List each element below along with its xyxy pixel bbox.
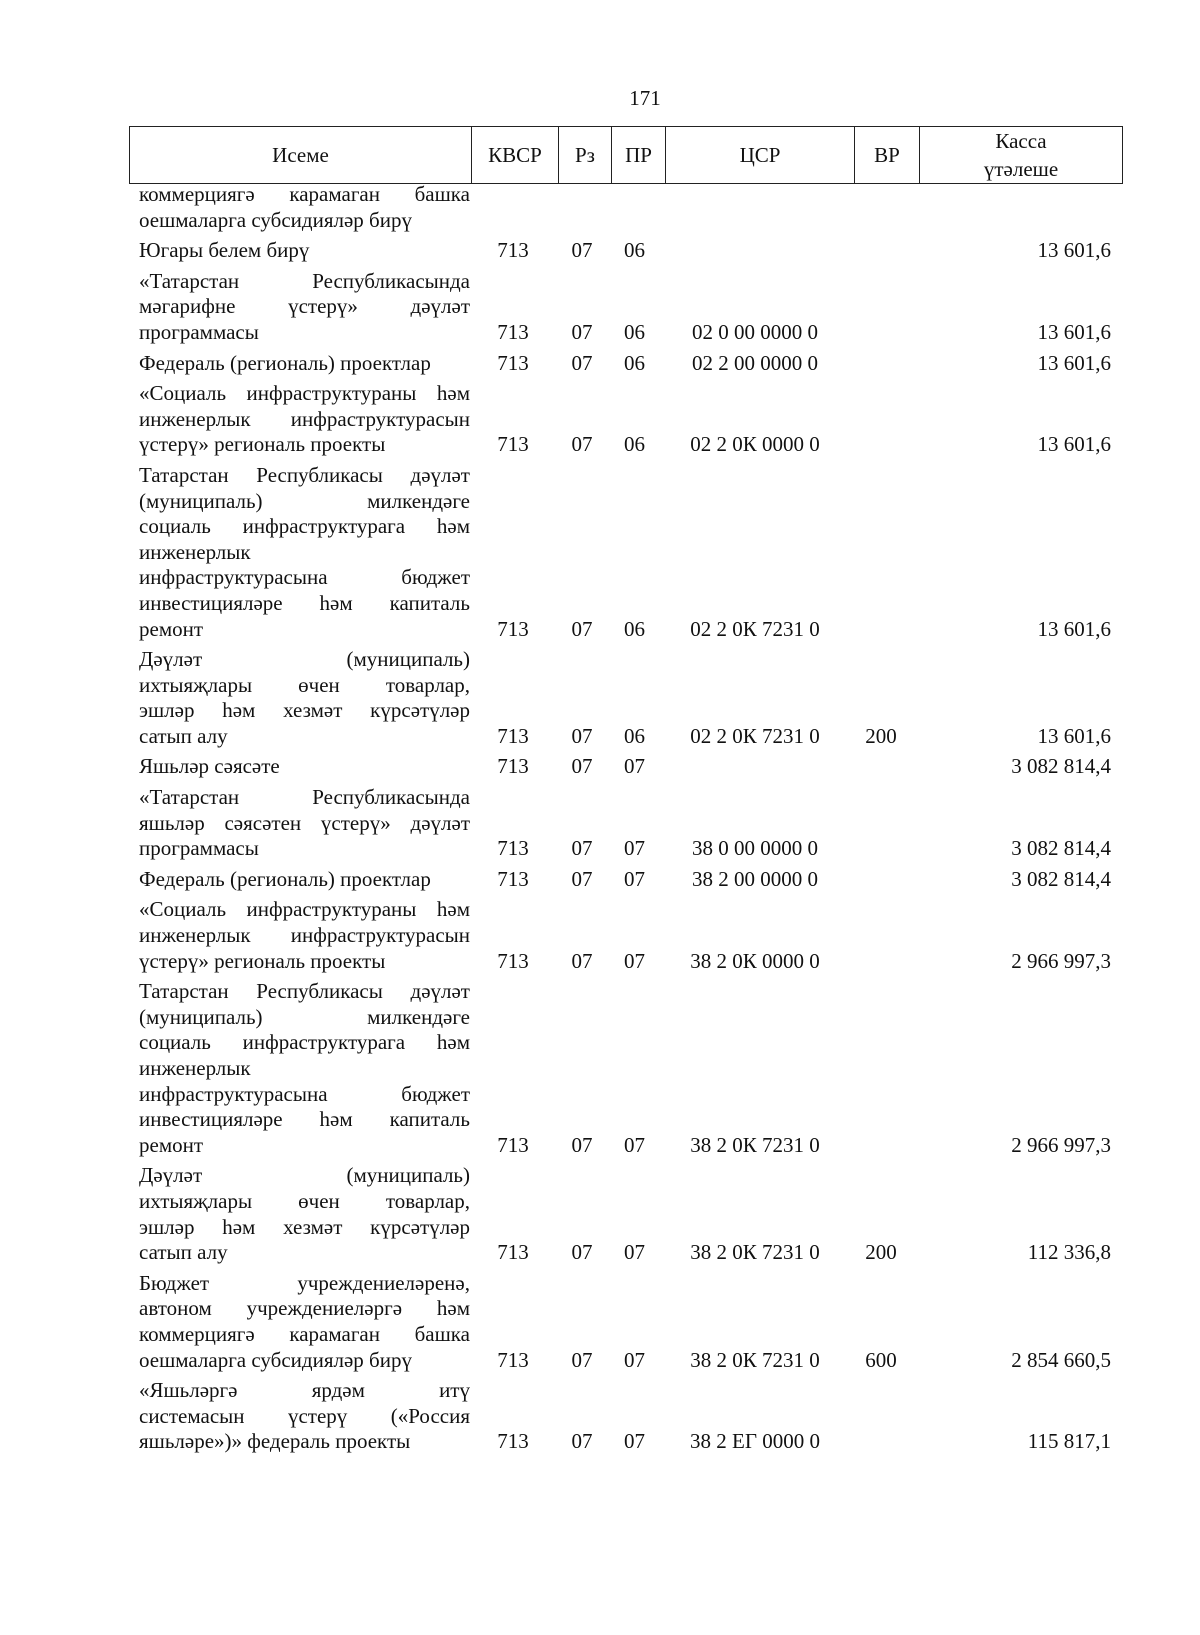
table-row (129, 238, 1123, 264)
row-name (129, 754, 470, 780)
row-pr: 06 (624, 238, 645, 263)
row-name-line: Татарстан Республикасы дәүләт (139, 462, 470, 487)
row-name-line: «Социаль инфраструктураны һәм (139, 381, 470, 406)
table-row (129, 182, 1123, 233)
row-name (129, 897, 470, 974)
row-name-line: «Яшьләргә ярдәм итү (139, 1378, 470, 1403)
header-sum-line2: үтәлеше (983, 157, 1059, 181)
row-vr: 600 (865, 1347, 897, 1372)
row-name-line: инженерлык инфраструктурасын (139, 406, 470, 431)
row-rz: 07 (571, 319, 593, 344)
row-name (129, 785, 470, 862)
table-header (129, 126, 1123, 184)
row-name-line: Яшьләр сәясәте (139, 754, 280, 779)
row-name (129, 381, 470, 458)
row-pr: 07 (624, 1347, 645, 1372)
row-name (129, 1378, 470, 1455)
table-row (129, 269, 1123, 346)
row-kvsr: 713 (497, 1240, 529, 1265)
row-csr: 38 2 0К 7231 0 (690, 1132, 820, 1157)
row-sum: 115 817,1 (1027, 1429, 1111, 1454)
row-name-line: Дәүләт (муниципаль) (139, 647, 470, 672)
row-name-line: Федераль (региональ) проектлар (139, 350, 431, 375)
row-vr: 200 (865, 723, 897, 748)
row-name (129, 182, 470, 233)
row-rz: 07 (571, 1240, 593, 1265)
row-name (129, 1163, 470, 1265)
row-kvsr: 713 (497, 1132, 529, 1157)
row-csr: 02 2 0К 7231 0 (690, 616, 820, 641)
row-csr: 38 2 ЕГ 0000 0 (690, 1429, 820, 1454)
row-vr: 200 (865, 1240, 897, 1265)
row-pr: 07 (624, 1429, 645, 1454)
row-rz: 07 (571, 350, 593, 375)
row-rz: 07 (571, 866, 593, 891)
row-csr: 02 2 00 0000 0 (692, 350, 818, 375)
table-body (129, 182, 1123, 1460)
row-name-line: ремонт (139, 1132, 204, 1157)
row-sum: 2 966 997,3 (1011, 948, 1111, 973)
row-kvsr: 713 (497, 350, 529, 375)
row-name (129, 351, 470, 377)
row-name (129, 238, 470, 264)
row-kvsr: 713 (497, 1429, 529, 1454)
row-name-line: инженерлык инфраструктурасын (139, 923, 470, 948)
row-csr: 02 2 0К 7231 0 (690, 723, 820, 748)
table-row (129, 381, 1123, 458)
row-name (129, 979, 470, 1158)
row-name-line: социаль инфраструктурага һәм (139, 514, 470, 539)
row-name-line: үстерү» региональ проекты (139, 432, 386, 457)
table-row (129, 647, 1123, 749)
row-name (129, 1271, 470, 1373)
row-name-line: ремонт (139, 616, 204, 641)
row-csr: 02 2 0К 0000 0 (690, 432, 820, 457)
row-rz: 07 (571, 754, 593, 779)
row-csr: 02 0 00 0000 0 (692, 319, 818, 344)
row-sum: 13 601,6 (1037, 432, 1111, 457)
row-name-line: социаль инфраструктурага һәм (139, 1030, 470, 1055)
row-rz: 07 (571, 948, 593, 973)
row-name-line: яшьләре»)» федераль проекты (139, 1429, 411, 1454)
row-sum: 2 966 997,3 (1011, 1132, 1111, 1157)
header-sum-line1: Касса (995, 129, 1047, 153)
row-sum: 13 601,6 (1037, 350, 1111, 375)
row-pr: 06 (624, 350, 645, 375)
header-sum (920, 127, 1123, 184)
row-name-line: сатып алу (139, 723, 228, 748)
header-name: Исеме (130, 127, 472, 184)
header-vr: ВР (855, 127, 920, 184)
row-sum: 13 601,6 (1037, 238, 1111, 263)
row-name-line: коммерциягә карамаган башка (139, 182, 470, 206)
header-rz: Рз (559, 127, 612, 184)
row-name-line: ихтыяҗлары өчен товарлар, (139, 1188, 470, 1213)
row-name-line: эшләр һәм хезмәт күрсәтүләр (139, 1214, 470, 1239)
row-name-line: коммерциягә карамаган башка (139, 1321, 470, 1346)
row-name-line: (муниципаль) милкендәге (139, 1004, 470, 1029)
row-name-line: ихтыяҗлары өчен товарлар, (139, 672, 470, 697)
header-csr: ЦСР (666, 127, 855, 184)
row-rz: 07 (571, 723, 593, 748)
row-pr: 06 (624, 432, 645, 457)
row-name (129, 647, 470, 749)
row-name-line: сатып алу (139, 1240, 228, 1265)
row-rz: 07 (571, 238, 593, 263)
row-kvsr: 713 (497, 754, 529, 779)
row-name-line: (муниципаль) милкендәге (139, 488, 470, 513)
row-name-line: Бюджет учреждениеләренә, (139, 1270, 470, 1295)
row-name-line: программасы (139, 319, 259, 344)
row-kvsr: 713 (497, 432, 529, 457)
row-pr: 07 (624, 836, 645, 861)
row-name (129, 867, 470, 893)
row-name-line: инвестицияләре һәм капиталь (139, 590, 470, 615)
row-name (129, 463, 470, 642)
row-sum: 13 601,6 (1037, 319, 1111, 344)
row-rz: 07 (571, 1347, 593, 1372)
row-name-line: «Социаль инфраструктураны һәм (139, 897, 470, 922)
table-row (129, 463, 1123, 642)
row-kvsr: 713 (497, 238, 529, 263)
row-rz: 07 (571, 1429, 593, 1454)
row-pr: 07 (624, 1132, 645, 1157)
row-csr: 38 0 00 0000 0 (692, 836, 818, 861)
row-sum: 3 082 814,4 (1011, 754, 1111, 779)
row-kvsr: 713 (497, 948, 529, 973)
row-name (129, 269, 470, 346)
row-name-line: «Татарстан Республикасында (139, 268, 470, 293)
row-kvsr: 713 (497, 616, 529, 641)
row-name-line: системасын үстерү («Россия (139, 1403, 470, 1428)
row-name-line: автоном учреждениеләргә һәм (139, 1296, 470, 1321)
table-row (129, 979, 1123, 1158)
row-rz: 07 (571, 836, 593, 861)
row-name-line: инженерлык (139, 539, 251, 564)
row-sum: 13 601,6 (1037, 616, 1111, 641)
row-name-line: Федераль (региональ) проектлар (139, 866, 431, 891)
table-row (129, 1271, 1123, 1373)
row-pr: 06 (624, 319, 645, 344)
row-name-line: Югары белем бирү (139, 238, 310, 263)
row-name-line: үстерү» региональ проекты (139, 948, 386, 973)
row-pr: 07 (624, 948, 645, 973)
row-name-line: Дәүләт (муниципаль) (139, 1163, 470, 1188)
table-row (129, 867, 1123, 893)
header-kvsr: КВСР (472, 127, 559, 184)
row-csr: 38 2 0К 7231 0 (690, 1347, 820, 1372)
table-row (129, 754, 1123, 780)
row-csr: 38 2 00 0000 0 (692, 866, 818, 891)
row-name-line: инфраструктурасына бюджет (139, 1081, 470, 1106)
table-row (129, 351, 1123, 377)
table-row (129, 897, 1123, 974)
row-kvsr: 713 (497, 866, 529, 891)
row-csr: 38 2 0К 7231 0 (690, 1240, 820, 1265)
row-sum: 112 336,8 (1027, 1240, 1111, 1265)
row-kvsr: 713 (497, 1347, 529, 1372)
row-name-line: инженерлык (139, 1056, 251, 1080)
row-pr: 07 (624, 1240, 645, 1265)
row-name-line: яшьләр сәясәтен үстерү» дәүләт (139, 810, 470, 835)
row-name-line: «Татарстан Республикасында (139, 785, 470, 810)
row-kvsr: 713 (497, 319, 529, 344)
row-name-line: инвестицияләре һәм капиталь (139, 1107, 470, 1132)
row-csr: 38 2 0К 0000 0 (690, 948, 820, 973)
row-name-line: Татарстан Республикасы дәүләт (139, 979, 470, 1004)
row-sum: 2 854 660,5 (1011, 1347, 1111, 1372)
row-name-line: инфраструктурасына бюджет (139, 565, 470, 590)
table-row (129, 1378, 1123, 1455)
row-name-line: мәгарифне үстерү» дәүләт (139, 294, 470, 319)
page-number: 171 (629, 86, 661, 110)
row-pr: 06 (624, 616, 645, 641)
row-rz: 07 (571, 616, 593, 641)
row-kvsr: 713 (497, 836, 529, 861)
row-pr: 06 (624, 723, 645, 748)
row-kvsr: 713 (497, 723, 529, 748)
header-pr: ПР (612, 127, 666, 184)
row-sum: 3 082 814,4 (1011, 866, 1111, 891)
row-name-line: оешмаларга субсидияләр бирү (139, 1347, 412, 1372)
table-row (129, 785, 1123, 862)
row-pr: 07 (624, 866, 645, 891)
row-sum: 3 082 814,4 (1011, 836, 1111, 861)
row-name-line: оешмаларга субсидияләр бирү (139, 207, 412, 232)
row-name-line: программасы (139, 836, 259, 861)
row-rz: 07 (571, 432, 593, 457)
row-rz: 07 (571, 1132, 593, 1157)
table-row (129, 1163, 1123, 1265)
row-name-line: эшләр һәм хезмәт күрсәтүләр (139, 698, 470, 723)
row-pr: 07 (624, 754, 645, 779)
row-sum: 13 601,6 (1037, 723, 1111, 748)
